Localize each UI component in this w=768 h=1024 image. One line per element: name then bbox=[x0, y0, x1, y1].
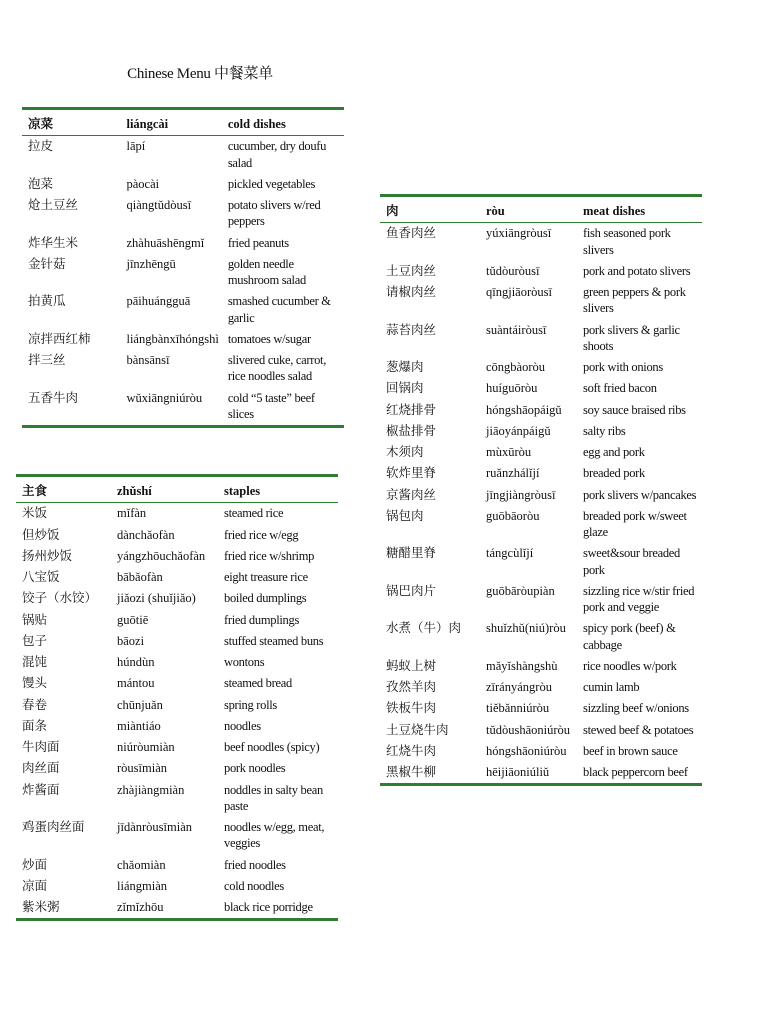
dish-chinese-name: 黑椒牛柳 bbox=[386, 765, 437, 779]
dish-english-name: fried dumplings bbox=[224, 612, 300, 627]
dish-pinyin: ruǎnzhálǐjí bbox=[486, 466, 540, 481]
dish-pinyin: pàocài bbox=[126, 176, 160, 191]
table-row bbox=[16, 503, 338, 525]
table-row bbox=[380, 698, 702, 719]
dish-english-name: stuffed steamed buns bbox=[224, 633, 324, 648]
table-row bbox=[380, 506, 702, 544]
dish-pinyin: yángzhōuchǎofàn bbox=[117, 548, 206, 563]
header-pinyin: liángcài bbox=[126, 117, 169, 131]
dish-english-name: smashed cucumber & garlic bbox=[227, 294, 331, 325]
dish-english-name: cold “5 taste” beef slices bbox=[227, 390, 315, 421]
dish-english-name: fried rice w/egg bbox=[224, 527, 299, 542]
dish-english-name: cold noodles bbox=[224, 878, 284, 893]
dish-chinese-name: 炸华生米 bbox=[28, 235, 79, 250]
table-row bbox=[380, 677, 702, 698]
dish-chinese-name: 木须肉 bbox=[386, 445, 424, 459]
table-row bbox=[380, 378, 702, 399]
dish-chinese-name: 水煮（牛）肉 bbox=[386, 621, 462, 636]
table-row bbox=[16, 567, 338, 588]
dish-chinese-name: 饺子（水饺） bbox=[22, 591, 98, 606]
dish-pinyin: hóngshāoniúròu bbox=[486, 743, 567, 758]
dish-chinese-name: 但炒饭 bbox=[22, 527, 60, 542]
table-row bbox=[16, 876, 338, 897]
dish-english-name: spring rolls bbox=[224, 697, 277, 712]
table-header-row bbox=[22, 109, 344, 136]
table-row bbox=[380, 581, 702, 619]
table-row bbox=[380, 741, 702, 762]
dish-chinese-name: 馒头 bbox=[22, 676, 48, 691]
dish-pinyin: hēijiāoniúliǔ bbox=[486, 765, 550, 779]
dish-pinyin: mùxūròu bbox=[486, 445, 532, 459]
dish-pinyin: dànchǎofàn bbox=[117, 527, 175, 542]
header-english: staples bbox=[224, 484, 261, 498]
table-row bbox=[380, 485, 702, 506]
dish-english-name: egg and pork bbox=[583, 445, 645, 459]
table-row bbox=[16, 673, 338, 694]
dish-english-name: soft fried bacon bbox=[583, 381, 657, 396]
dish-chinese-name: 肉丝面 bbox=[22, 761, 60, 776]
dish-pinyin: wǔxiāngniúròu bbox=[126, 390, 203, 405]
header-pinyin: zhǔshí bbox=[117, 484, 152, 498]
table-row bbox=[380, 720, 702, 741]
dish-chinese-name: 红烧排骨 bbox=[386, 402, 437, 417]
dish-pinyin: mántou bbox=[117, 676, 155, 691]
dish-pinyin: chūnjuǎn bbox=[117, 697, 163, 712]
meat-dishes-table bbox=[380, 194, 702, 786]
header-chinese: 凉菜 bbox=[28, 117, 54, 131]
dish-chinese-name: 炝土豆丝 bbox=[28, 198, 79, 212]
table-row bbox=[380, 421, 702, 442]
table-row bbox=[380, 357, 702, 378]
table-row bbox=[16, 610, 338, 631]
dish-english-name: beef in brown sauce bbox=[583, 743, 678, 758]
table-row bbox=[380, 261, 702, 282]
dish-english-name: cumin lamb bbox=[583, 680, 640, 694]
dish-english-name: breaded pork bbox=[583, 466, 645, 481]
table-row bbox=[16, 525, 338, 546]
dish-english-name: fried noodles bbox=[224, 857, 286, 872]
dish-english-name: wontons bbox=[224, 655, 265, 669]
table-row bbox=[22, 233, 344, 254]
dish-chinese-name: 鱼香肉丝 bbox=[386, 226, 437, 241]
dish-pinyin: qiàngtǔdòusī bbox=[126, 198, 192, 212]
table-row bbox=[380, 282, 702, 320]
header-chinese: 主食 bbox=[22, 484, 48, 498]
dish-pinyin: guōbāròupiàn bbox=[486, 583, 555, 598]
dish-pinyin: húndùn bbox=[117, 655, 155, 669]
dish-chinese-name: 软炸里脊 bbox=[386, 466, 437, 481]
header-pinyin: ròu bbox=[486, 204, 505, 218]
dish-chinese-name: 回锅肉 bbox=[386, 381, 424, 396]
dish-english-name: noddles in salty bean paste bbox=[224, 782, 323, 813]
dish-pinyin: bābǎofàn bbox=[117, 570, 163, 584]
dish-chinese-name: 包子 bbox=[22, 633, 48, 648]
dish-english-name: soy sauce braised ribs bbox=[583, 402, 686, 417]
dish-chinese-name: 凉拌西红柿 bbox=[28, 331, 91, 346]
dish-english-name: boiled dumplings bbox=[224, 591, 307, 606]
dish-chinese-name: 春卷 bbox=[22, 697, 48, 712]
dish-pinyin: chǎomiàn bbox=[117, 857, 166, 872]
dish-english-name: pork slivers & garlic shoots bbox=[583, 322, 680, 353]
dish-chinese-name: 米饭 bbox=[22, 506, 48, 521]
table-row bbox=[380, 543, 702, 581]
dish-chinese-name: 泡菜 bbox=[28, 176, 54, 191]
dish-pinyin: jīdànròusīmiàn bbox=[117, 820, 192, 834]
dish-pinyin: bànsānsī bbox=[126, 353, 170, 367]
table-row bbox=[380, 442, 702, 463]
dish-english-name: fried peanuts bbox=[227, 235, 289, 250]
dish-english-name: potato slivers w/red peppers bbox=[227, 198, 321, 229]
dish-pinyin: guōtiē bbox=[117, 612, 149, 627]
dish-chinese-name: 牛肉面 bbox=[22, 740, 60, 754]
dish-chinese-name: 面条 bbox=[22, 718, 48, 733]
table-row bbox=[380, 656, 702, 677]
dish-pinyin: pāihuángguā bbox=[126, 294, 191, 309]
dish-english-name: steamed rice bbox=[224, 506, 284, 521]
dish-pinyin: tǔdòushāoniúròu bbox=[486, 722, 571, 737]
dish-english-name: sizzling beef w/onions bbox=[583, 701, 689, 716]
dish-chinese-name: 锅包肉 bbox=[386, 508, 424, 523]
table-row bbox=[16, 588, 338, 609]
dish-pinyin: mǐfàn bbox=[117, 506, 147, 521]
table-row bbox=[16, 817, 338, 855]
dish-chinese-name: 混饨 bbox=[22, 655, 48, 669]
dish-pinyin: jiǎozi (shuǐjiǎo) bbox=[117, 591, 196, 606]
dish-english-name: cucumber, dry doufu salad bbox=[227, 139, 327, 170]
dish-chinese-name: 紫米粥 bbox=[22, 900, 60, 914]
dish-pinyin: niúròumiàn bbox=[117, 740, 175, 754]
dish-chinese-name: 土豆肉丝 bbox=[386, 263, 437, 278]
dish-pinyin: shuǐzhǔ(niú)ròu bbox=[486, 621, 566, 636]
dish-chinese-name: 红烧牛肉 bbox=[386, 743, 437, 758]
dish-chinese-name: 炒面 bbox=[22, 857, 48, 872]
dish-chinese-name: 糖醋里脊 bbox=[386, 546, 437, 561]
dish-english-name: black rice porridge bbox=[224, 900, 313, 914]
dish-chinese-name: 拌三丝 bbox=[28, 353, 66, 367]
table-row bbox=[22, 254, 344, 292]
dish-chinese-name: 炸酱面 bbox=[22, 782, 60, 797]
dish-chinese-name: 扬州炒饭 bbox=[22, 548, 73, 563]
table-row bbox=[380, 223, 702, 261]
dish-chinese-name: 椒盐排骨 bbox=[386, 423, 437, 438]
dish-pinyin: yúxiāngròusī bbox=[486, 226, 552, 241]
table-header-row bbox=[16, 476, 338, 503]
dish-pinyin: miàntiáo bbox=[117, 718, 161, 733]
dish-english-name: salty ribs bbox=[583, 423, 626, 438]
table-row bbox=[22, 388, 344, 427]
staples-table bbox=[16, 474, 338, 921]
dish-english-name: sweet&sour breaded pork bbox=[583, 546, 680, 577]
dish-english-name: pork with onions bbox=[583, 360, 663, 374]
dish-chinese-name: 八宝饭 bbox=[22, 570, 60, 584]
dish-chinese-name: 拍黄瓜 bbox=[28, 294, 66, 309]
dish-chinese-name: 蚂蚁上树 bbox=[386, 658, 437, 673]
dish-pinyin: jīnzhēngū bbox=[126, 256, 176, 271]
dish-english-name: pork slivers w/pancakes bbox=[583, 487, 697, 502]
dish-pinyin: bāozi bbox=[117, 633, 145, 648]
dish-chinese-name: 铁板牛肉 bbox=[386, 701, 437, 716]
header-chinese: 肉 bbox=[386, 204, 399, 218]
dish-english-name: green peppers & pork slivers bbox=[583, 285, 686, 316]
dish-chinese-name: 拉皮 bbox=[28, 139, 54, 154]
dish-pinyin: tǔdòuròusī bbox=[486, 263, 540, 278]
table-row bbox=[22, 136, 344, 174]
dish-pinyin: tiěbǎnniúròu bbox=[486, 701, 550, 716]
dish-pinyin: liángmiàn bbox=[117, 878, 167, 893]
table-row bbox=[22, 350, 344, 388]
dish-pinyin: jīngjiàngròusī bbox=[486, 487, 556, 502]
table-row bbox=[16, 897, 338, 920]
table-row bbox=[16, 716, 338, 737]
header-english: meat dishes bbox=[583, 204, 646, 218]
table-row bbox=[16, 546, 338, 567]
dish-pinyin: zǐmǐzhōu bbox=[117, 900, 164, 914]
dish-chinese-name: 金针菇 bbox=[28, 256, 66, 271]
dish-chinese-name: 蒜苔肉丝 bbox=[386, 322, 437, 337]
dish-english-name: fish seasoned pork slivers bbox=[583, 226, 671, 257]
dish-pinyin: jiāoyánpáigǔ bbox=[486, 423, 551, 438]
table-row bbox=[22, 195, 344, 233]
dish-english-name: black peppercorn beef bbox=[583, 765, 688, 779]
dish-chinese-name: 土豆烧牛肉 bbox=[386, 722, 449, 737]
dish-english-name: noodles w/egg, meat, veggies bbox=[224, 820, 325, 851]
dish-pinyin: ròusīmiàn bbox=[117, 761, 167, 776]
dish-chinese-name: 鸡蛋肉丝面 bbox=[22, 820, 85, 834]
dish-pinyin: cōngbàoròu bbox=[486, 360, 546, 374]
header-english: cold dishes bbox=[227, 117, 286, 131]
dish-english-name: eight treasure rice bbox=[224, 570, 308, 584]
table-row bbox=[16, 695, 338, 716]
table-row bbox=[16, 758, 338, 779]
dish-english-name: noodles bbox=[224, 718, 261, 733]
dish-chinese-name: 五香牛肉 bbox=[28, 390, 79, 405]
dish-chinese-name: 孜然羊肉 bbox=[386, 680, 437, 694]
dish-english-name: spicy pork (beef) & cabbage bbox=[583, 621, 676, 652]
dish-chinese-name: 葱爆肉 bbox=[386, 360, 424, 374]
table-row bbox=[22, 291, 344, 329]
dish-english-name: breaded pork w/sweet glaze bbox=[583, 508, 687, 539]
page-title: Chinese Menu 中餐菜单 bbox=[127, 66, 273, 82]
table-row bbox=[380, 762, 702, 785]
dish-english-name: fried rice w/shrimp bbox=[224, 548, 315, 563]
table-row bbox=[16, 737, 338, 758]
dish-english-name: pork noodles bbox=[224, 761, 286, 776]
dish-english-name: tomatoes w/sugar bbox=[227, 331, 311, 346]
dish-english-name: stewed beef & potatoes bbox=[583, 722, 694, 737]
dish-english-name: golden needle mushroom salad bbox=[227, 256, 306, 287]
table-row bbox=[380, 618, 702, 656]
table-row bbox=[16, 780, 338, 818]
table-row bbox=[16, 855, 338, 876]
dish-pinyin: lāpí bbox=[126, 139, 146, 154]
table-row bbox=[22, 174, 344, 195]
table-row bbox=[380, 400, 702, 421]
table-row bbox=[16, 631, 338, 652]
dish-pinyin: tángcùlǐjí bbox=[486, 546, 534, 561]
dish-pinyin: hóngshāopáigǔ bbox=[486, 402, 562, 417]
dish-english-name: beef noodles (spicy) bbox=[224, 740, 320, 754]
dish-chinese-name: 请椒肉丝 bbox=[386, 285, 437, 299]
dish-english-name: pickled vegetables bbox=[227, 176, 316, 191]
dish-chinese-name: 凉面 bbox=[22, 878, 48, 893]
dish-pinyin: suàntáiròusī bbox=[486, 322, 547, 337]
dish-pinyin: huíguōròu bbox=[486, 381, 538, 396]
dish-english-name: sizzling rice w/stir fried pork and veggie bbox=[583, 583, 695, 614]
table-row bbox=[380, 463, 702, 484]
cold-dishes-table bbox=[22, 107, 344, 428]
dish-english-name: rice noodles w/pork bbox=[583, 658, 677, 673]
dish-chinese-name: 京酱肉丝 bbox=[386, 487, 437, 502]
dish-pinyin: zīrányángròu bbox=[486, 680, 552, 694]
dish-english-name: pork and potato slivers bbox=[583, 263, 691, 278]
table-row bbox=[16, 652, 338, 673]
dish-pinyin: mǎyǐshàngshù bbox=[486, 658, 558, 673]
dish-english-name: steamed bread bbox=[224, 676, 292, 691]
dish-chinese-name: 锅巴肉片 bbox=[386, 583, 437, 598]
dish-pinyin: guōbāoròu bbox=[486, 508, 540, 523]
table-row bbox=[380, 320, 702, 358]
dish-chinese-name: 锅贴 bbox=[22, 612, 48, 627]
table-header-row bbox=[380, 196, 702, 223]
table-row bbox=[22, 329, 344, 350]
dish-pinyin: liángbànxīhóngshì bbox=[126, 331, 219, 346]
dish-pinyin: qīngjiāoròusī bbox=[486, 285, 552, 299]
dish-pinyin: zhàjiàngmiàn bbox=[117, 782, 185, 797]
dish-english-name: slivered cuke, carrot, rice noodles salad bbox=[227, 353, 327, 384]
dish-pinyin: zhàhuāshēngmǐ bbox=[126, 235, 205, 250]
